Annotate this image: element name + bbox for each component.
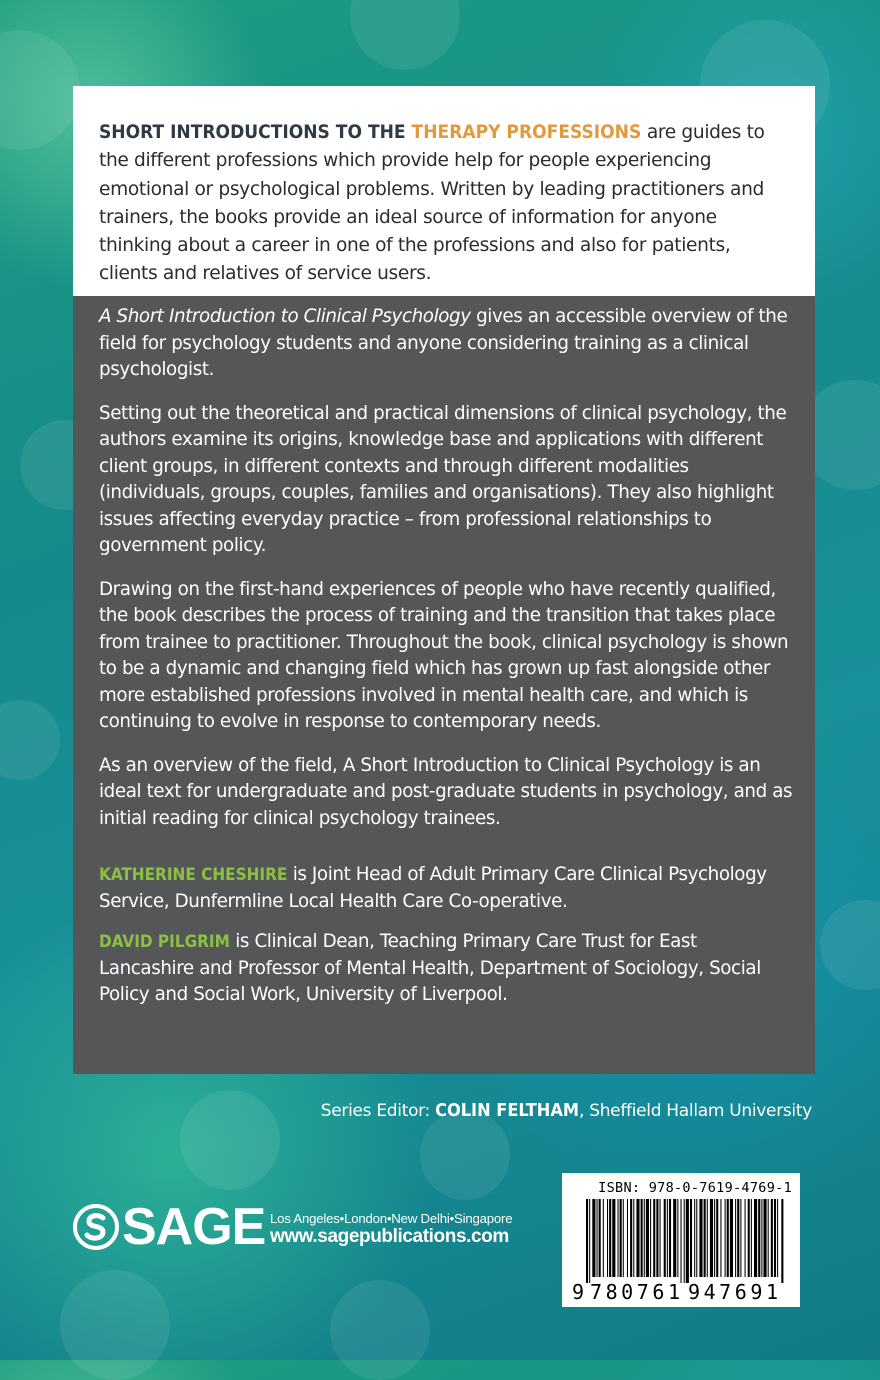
book-title-italic: A Short Introduction to Clinical Psychology (99, 306, 471, 327)
barcode-bar (761, 1199, 762, 1277)
barcode-digit-first: 9 (572, 1280, 585, 1303)
description-paragraph-3: Drawing on the first-hand experiences of people who have recently qualified, the book describes the process of training and the transition that takes place from trainee to practitioner. Throughout the book, clinical psychology is shown to be a dynamic and changing field which has grown up fast alongside other more established professions involved in mental health care, and which is continuing to evolve in response to contemporary needs. (99, 578, 789, 732)
background-bokeh (350, 0, 460, 70)
barcode-bar (740, 1199, 741, 1277)
publisher-info (270, 1211, 512, 1248)
barcode-bar (660, 1199, 661, 1277)
barcode-bar (677, 1199, 678, 1277)
barcode-bar (633, 1199, 634, 1277)
barcode-bar (774, 1199, 776, 1277)
barcode-bar (607, 1199, 608, 1277)
barcode-bar (716, 1199, 718, 1277)
barcode-bar (690, 1199, 692, 1277)
barcode-bar (707, 1199, 708, 1277)
sage-logo-text: SAGE (122, 1198, 266, 1256)
barcode-bar (720, 1199, 721, 1277)
barcode-bar (751, 1199, 752, 1277)
barcode-bar (669, 1199, 671, 1277)
barcode-bar (699, 1199, 702, 1277)
series-intro-body: are guides to the different professions which provide help for people experiencing emotional or psychological problems. Written by leading practitioners and trainers, the books provide an ideal source of information for anyone thinking about a career in one of the professions and also for patients, clients and relatives of service users. (99, 122, 765, 285)
background-bokeh (60, 1270, 170, 1380)
barcode-bar (730, 1199, 733, 1277)
barcode-bar (696, 1199, 697, 1277)
description-paragraph-4: As an overview of the field, A Short Introduction to Clinical Psychology is an ideal text for undergraduate and post-graduate students in psychology, and as initial reading for clinical psychology trainees. (99, 754, 793, 829)
series-editor-affiliation: , Sheffield Hallam University (579, 1101, 812, 1121)
barcode-bar (618, 1199, 619, 1277)
series-title-part2: THERAPY PROFESSIONS (411, 121, 642, 143)
barcode-bar (586, 1199, 588, 1283)
barcode-bar (748, 1199, 750, 1277)
description-paragraph-1-text: gives an accessible overview of the field for psychology students and anyone considering training as a clinical psychologist. (99, 306, 788, 380)
background-bokeh (820, 900, 880, 990)
author-bio-pilgrim (99, 929, 793, 1009)
barcode-bar (599, 1199, 601, 1277)
series-editor-label: Series Editor: (320, 1101, 436, 1121)
author-bio-text-cheshire: is Joint Head of Adult Primary Care Clinical Psychology Service, Dunfermline Local Health Care Co-operative. (99, 864, 767, 912)
barcode-bar (646, 1199, 649, 1277)
barcode-bar (745, 1199, 746, 1277)
barcode-bar (589, 1199, 590, 1283)
barcode-bar (650, 1199, 651, 1277)
barcode-bar (737, 1199, 739, 1277)
barcode-bar (710, 1199, 713, 1277)
barcode-bar (684, 1199, 685, 1283)
background-bokeh (0, 30, 80, 150)
description-paragraph-1 (99, 304, 793, 384)
barcode-bar (735, 1199, 736, 1277)
barcode-bar (612, 1199, 615, 1277)
author-bio-text-pilgrim: is Clinical Dean, Teaching Primary Care Trust for East Lancashire and Professor of Mental Health, Department of Sociology, Social Policy and Social Work, University of Liverpool. (99, 931, 761, 1005)
isbn-barcode (562, 1173, 800, 1307)
barcode-bar (763, 1199, 766, 1277)
isbn-label: ISBN: 978-0-7619-4769-1 (598, 1180, 792, 1196)
barcode-bar (644, 1199, 645, 1277)
barcode-bar (754, 1199, 757, 1277)
barcode-bar (777, 1199, 778, 1277)
barcode-bar (694, 1199, 695, 1277)
barcode-bar (656, 1199, 658, 1277)
publisher-cities: Los Angeles•London•New Delhi•Singapore (270, 1211, 513, 1226)
barcode-digits-right: 947691 (688, 1280, 778, 1303)
barcode-bar (771, 1199, 773, 1277)
author-name-cheshire: KATHERINE CHESHIRE (99, 865, 288, 885)
barcode-icon (570, 1199, 792, 1303)
barcode-bar (636, 1199, 639, 1277)
barcode-bar (627, 1199, 628, 1277)
barcode-bar (592, 1199, 595, 1277)
book-description-panel (73, 296, 815, 1074)
barcode-bar (704, 1199, 706, 1277)
background-bokeh (180, 1090, 280, 1190)
barcode-bar (758, 1199, 760, 1277)
barcode-bar (686, 1199, 689, 1283)
barcode-bar (664, 1199, 666, 1277)
series-intro-text (99, 118, 789, 289)
series-editor-line (321, 1100, 812, 1121)
author-bio-cheshire (99, 862, 793, 915)
barcode-bar (653, 1199, 655, 1277)
barcode-bar (768, 1199, 769, 1277)
barcode-bar (609, 1199, 611, 1277)
barcode-bar (641, 1199, 643, 1277)
sage-emblem-icon (73, 1204, 119, 1250)
description-paragraph-2: Setting out the theoretical and practical dimensions of clinical psychology, the authors examine its origins, knowledge base and applications with different client groups, in different contexts and through different modalities (individuals, groups, couples, families and organisations). They also highlight issues affecting everyday practice – from professional relationships to government policy. (99, 402, 787, 556)
barcode-bar (620, 1199, 622, 1277)
author-name-pilgrim: DAVID PILGRIM (99, 932, 230, 952)
barcode-bar (630, 1199, 632, 1277)
sage-logo (73, 1198, 266, 1256)
barcode-bar (714, 1199, 715, 1277)
barcode-bar (727, 1199, 729, 1277)
series-intro-panel (73, 86, 815, 296)
barcode-bar (623, 1199, 624, 1277)
background-bokeh (0, 700, 60, 780)
barcode-bar (781, 1199, 783, 1283)
series-title-part1: SHORT INTRODUCTIONS TO THE (99, 121, 412, 143)
series-editor-name: COLIN FELTHAM (435, 1100, 579, 1121)
barcode-bar (597, 1199, 598, 1277)
barcode-bar (667, 1199, 668, 1277)
barcode-bar (725, 1199, 726, 1277)
barcode-digits-left: 780761 (590, 1280, 680, 1303)
background-bokeh (330, 1280, 430, 1380)
barcode-bar (603, 1199, 604, 1277)
publisher-url: www.sagepublications.com (270, 1226, 509, 1247)
background-bokeh (420, 1110, 510, 1200)
barcode-bar (681, 1199, 682, 1283)
barcode-bar (673, 1199, 676, 1277)
